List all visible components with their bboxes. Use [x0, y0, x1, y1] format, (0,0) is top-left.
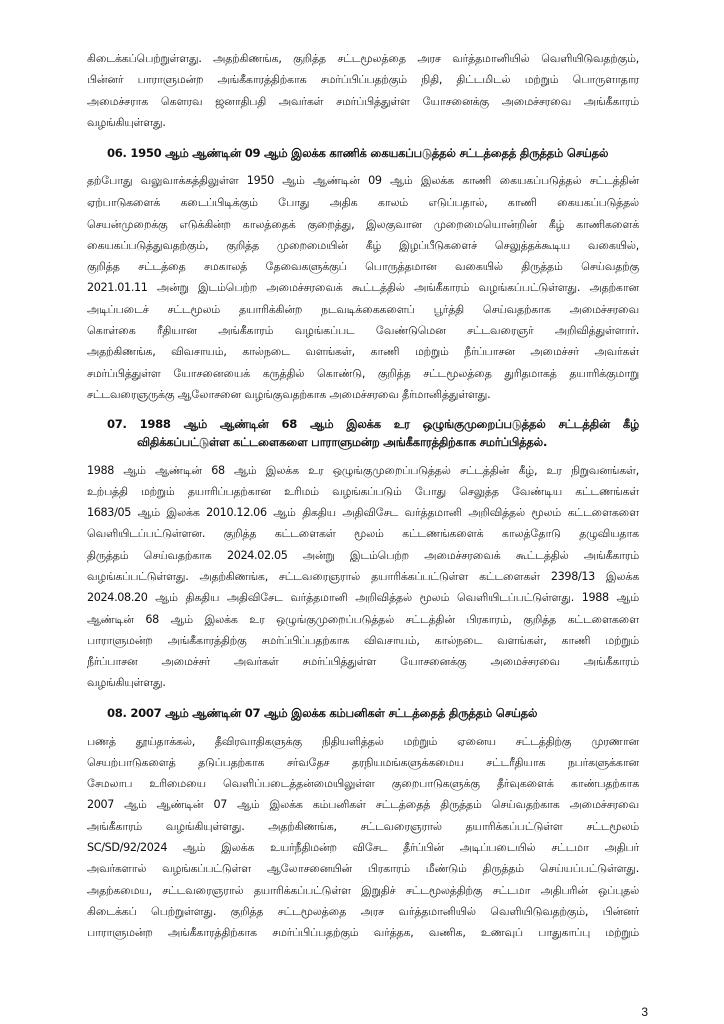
paragraph-line: 2021.01.11 அன்று இடம்பெற்ற அமைச்சரவைக் கூட்டத்தில் அங்கீகாரம் வழங்கப்பட்டுள்ளது. அதற்கான: [87, 281, 639, 295]
paragraph-line: கிடைக்கப்பெற்றுள்ளது. அதற்கிணங்க, குறித்த சட்டமூலத்தை அரச வர்த்தமானியில் வெளியிடுவதற்கும்,: [87, 52, 639, 65]
paragraph-line: திருத்தம் செய்வதற்காக 2024.02.05 அன்று இடம்பெற்ற அமைச்சரவைக் கூட்டத்தில் அங்கீகாரம்: [87, 548, 639, 562]
paragraph-line: வெளியிடப்பட்டுள்ளன. குறித்த கட்டளைகள் மூலம் கட்டணங்களைக் காலத்தோடு தழுவியதாக: [87, 527, 639, 541]
paragraph-line: கொள்கை ரீதியான அங்கீகாரம் வழங்கப்பட வேண்டுமென சட்டவரைஞர் அறிவித்துள்ளார்.: [87, 323, 639, 337]
paragraph-line: 1988 ஆம் ஆண்டின் 68 ஆம் இலக்க உர ஒழுங்குமுறைப்படுத்தல் சட்டத்தின் கீழ், உர நிறுவனங்கள்,: [87, 463, 639, 477]
paragraph-line: 1683/05 ஆம் இலக்க 2010.12.06 ஆம் திகதிய அதிவிசேட வர்த்தமானி அறிவித்தல் மூலம் கட்டளைகளை: [87, 506, 639, 520]
paragraph-line: குறித்த சட்டத்தை சமகாலத் தேவைகளுக்குப் பொருத்தமான வகையில் திருத்தம் செய்வதற்கு: [87, 260, 639, 274]
section-heading: 07. 1988 ஆம் ஆண்டின் 68 ஆம் இலக்க உர ஒழுங்குமுறைப்படுத்தல் சட்டத்தின் கீழ்: [107, 417, 639, 432]
paragraph-line: அமைச்சராக கௌரவ ஜனாதிபதி அவர்கள் சமர்ப்பித்துள்ள யோசனைக்கு அமைச்சரவை அங்கீகாரம்: [87, 94, 639, 108]
paragraph-line: வழங்கியுள்ளது.: [87, 676, 166, 690]
paragraph-line: அதற்கிணங்க, விவசாயம், கால்நடை வளங்கள், காணி மற்றும் நீர்ப்பாசன அமைச்சர் அவர்கள்: [87, 345, 639, 359]
page-number: 3: [641, 1005, 648, 1019]
paragraph-line: பின்னர் பாராளுமன்ற அங்கீகாரத்திற்காக சமர்ப்பிப்பதற்கும் நிதி, திட்டமிடல் மற்றும் பொருளாதார: [87, 73, 639, 87]
paragraph-line: செயற்பாடுகளைத் தடுப்பதற்காக சர்வதேச தரநியமங்களுக்கமைய சட்டரீதியாக நபர்களுக்கான: [87, 755, 639, 769]
paragraph-line: சமர்ப்பித்துள்ள யோசனையைக் கருத்தில் கொண்டு, குறித்த சட்டமூலத்தை துரிதமாகத் தயாரிக்குமாறு: [87, 366, 639, 380]
section-heading-continued: விதிக்கப்பட்டுள்ள கட்டளைகளை பாராளுமன்ற அங்கீகாரத்திற்காக சமர்ப்பித்தல்.: [137, 434, 548, 449]
paragraph-line: அவர்களால் வழங்கப்பட்டுள்ள ஆலோசனையின் பிரகாரம் மீண்டும் திருத்தம் செய்யப்பட்டுள்ளது.: [87, 862, 639, 876]
paragraph-line: பணத் தூய்தாக்கல், தீவிரவாதிகளுக்கு நிதியளித்தல் மற்றும் ஏனைய சட்டத்திற்கு முரணான: [87, 734, 639, 748]
paragraph-line: கையகப்படுத்துவதற்கும், குறித்த முறைமையின் கீழ் இழப்பீடுகளைச் செலுத்தக்கூடிய வகையில்,: [87, 238, 639, 252]
paragraph-line: பாராளுமன்ற அங்கீகாரத்திற்கு சமர்ப்பிப்பதற்காக விவசாயம், கால்நடை வளங்கள், காணி மற்றும்: [87, 633, 639, 647]
paragraph-line: 2024.08.20 ஆம் திகதிய அதிவிசேட வர்த்தமானி அறிவித்தல் மூலம் வெளியிடப்பட்டுள்ளது. 1988 ஆம்: [87, 591, 639, 605]
section-heading: 08. 2007 ஆம் ஆண்டின் 07 ஆம் இலக்க கம்பனிகள் சட்டத்தைத் திருத்தம் செய்தல்: [107, 705, 538, 720]
paragraph-line: ஏற்பாடுகளைக் கடைப்பிடிக்கும் போது அதிக காலம் எடுப்பதால், காணி கையகப்படுத்தல்: [87, 196, 639, 210]
paragraph-line: வழங்கியுள்ளது.: [87, 115, 166, 129]
paragraph-line: ஆண்டின் 68 ஆம் இலக்க உர ஒழுங்குமுறைப்படுத்தல் சட்டத்தின் பிரகாரம், குறித்த கட்டளைகளை: [87, 612, 639, 626]
paragraph-line: வழங்கப்பட்டுள்ளது. அதற்கிணங்க, சட்டவரைஞரால் தயாரிக்கப்பட்டுள்ள கட்டளைகள் 2398/13 இலக்க: [87, 570, 639, 583]
paragraph-line: பாராளுமன்ற அங்கீகாரத்திற்காக சமர்ப்பிப்பதற்கும் வர்த்தக, வணிக, உணவுப் பாதுகாப்பு மற்றும்: [87, 926, 639, 940]
paragraph-line: அங்கீகாரம் வழங்கியுள்ளது. அதற்கிணங்க, சட்டவரைஞரால் தயாரிக்கப்பட்டுள்ள சட்டமூலம்: [87, 819, 639, 833]
paragraph-line: உற்பத்தி மற்றும் தயாரிப்பதற்கான உரிமம் வழங்கப்படும் போது செலுத்த வேண்டிய கட்டணங்கள்: [87, 484, 639, 498]
paragraph-line: 2007 ஆம் ஆண்டின் 07 ஆம் இலக்க கம்பனிகள் சட்டத்தைத் திருத்தம் செய்வதற்காக அமைச்சரவை: [87, 798, 639, 812]
section-heading: 06. 1950 ஆம் ஆண்டின் 09 ஆம் இலக்க காணிக் கையகப்படுத்தல் சட்டத்தைத் திருத்தம் செய்தல்: [107, 146, 609, 161]
paragraph-line: செயன்முறைக்கு எடுக்கின்ற காலத்தைக் குறைத்து, இலகுவான முறைமையொன்றின் கீழ் காணிகளைக்: [87, 217, 639, 231]
paragraph-line: சட்டவரைஞருக்கு ஆலோசனை வழங்குவதற்காக அமைச்சரவை தீர்மானித்துள்ளது.: [87, 387, 491, 401]
paragraph-line: அதற்கமைய, சட்டவரைஞரால் தயாரிக்கப்பட்டுள்ள இறுதிச் சட்டமூலத்திற்கு சட்டமா அதிபரின் ஒப்புதல்: [87, 883, 639, 897]
paragraph-line: தற்போது வலுவாக்கத்திலுள்ள 1950 ஆம் ஆண்டின் 09 ஆம் இலக்க காணி கையகப்படுத்தல் சட்டத்தின்: [87, 174, 639, 188]
paragraph-line: கிடைக்கப் பெற்றுள்ளது. குறித்த சட்டமூலத்தை அரச வர்த்தமானியில் வெளியிடுவதற்கும், பின்னர்: [87, 904, 639, 918]
paragraph-line: நீர்ப்பாசன அமைச்சர் அவர்கள் சமர்ப்பித்துள்ள யோசனைக்கு அமைச்சரவை அங்கீகாரம்: [87, 655, 639, 669]
paragraph-line: சேமலாப உரிமையை வெளிப்படைத்தன்மையிலுள்ள குறைபாடுகளுக்கு தீர்வுகளைக் காண்பதற்காக: [87, 777, 639, 791]
paragraph-line: SC/SD/92/2024 ஆம் இலக்க உயர்நீதிமன்ற விசேட தீர்ப்பின் அடிப்படையில் சட்டமா அதிபர்: [87, 841, 639, 855]
paragraph-line: அடிப்படைச் சட்டமூலம் தயாரிக்கின்ற நடவடிக்கைகளைப் பூர்த்தி செய்வதற்காக அமைச்சரவை: [87, 302, 639, 316]
